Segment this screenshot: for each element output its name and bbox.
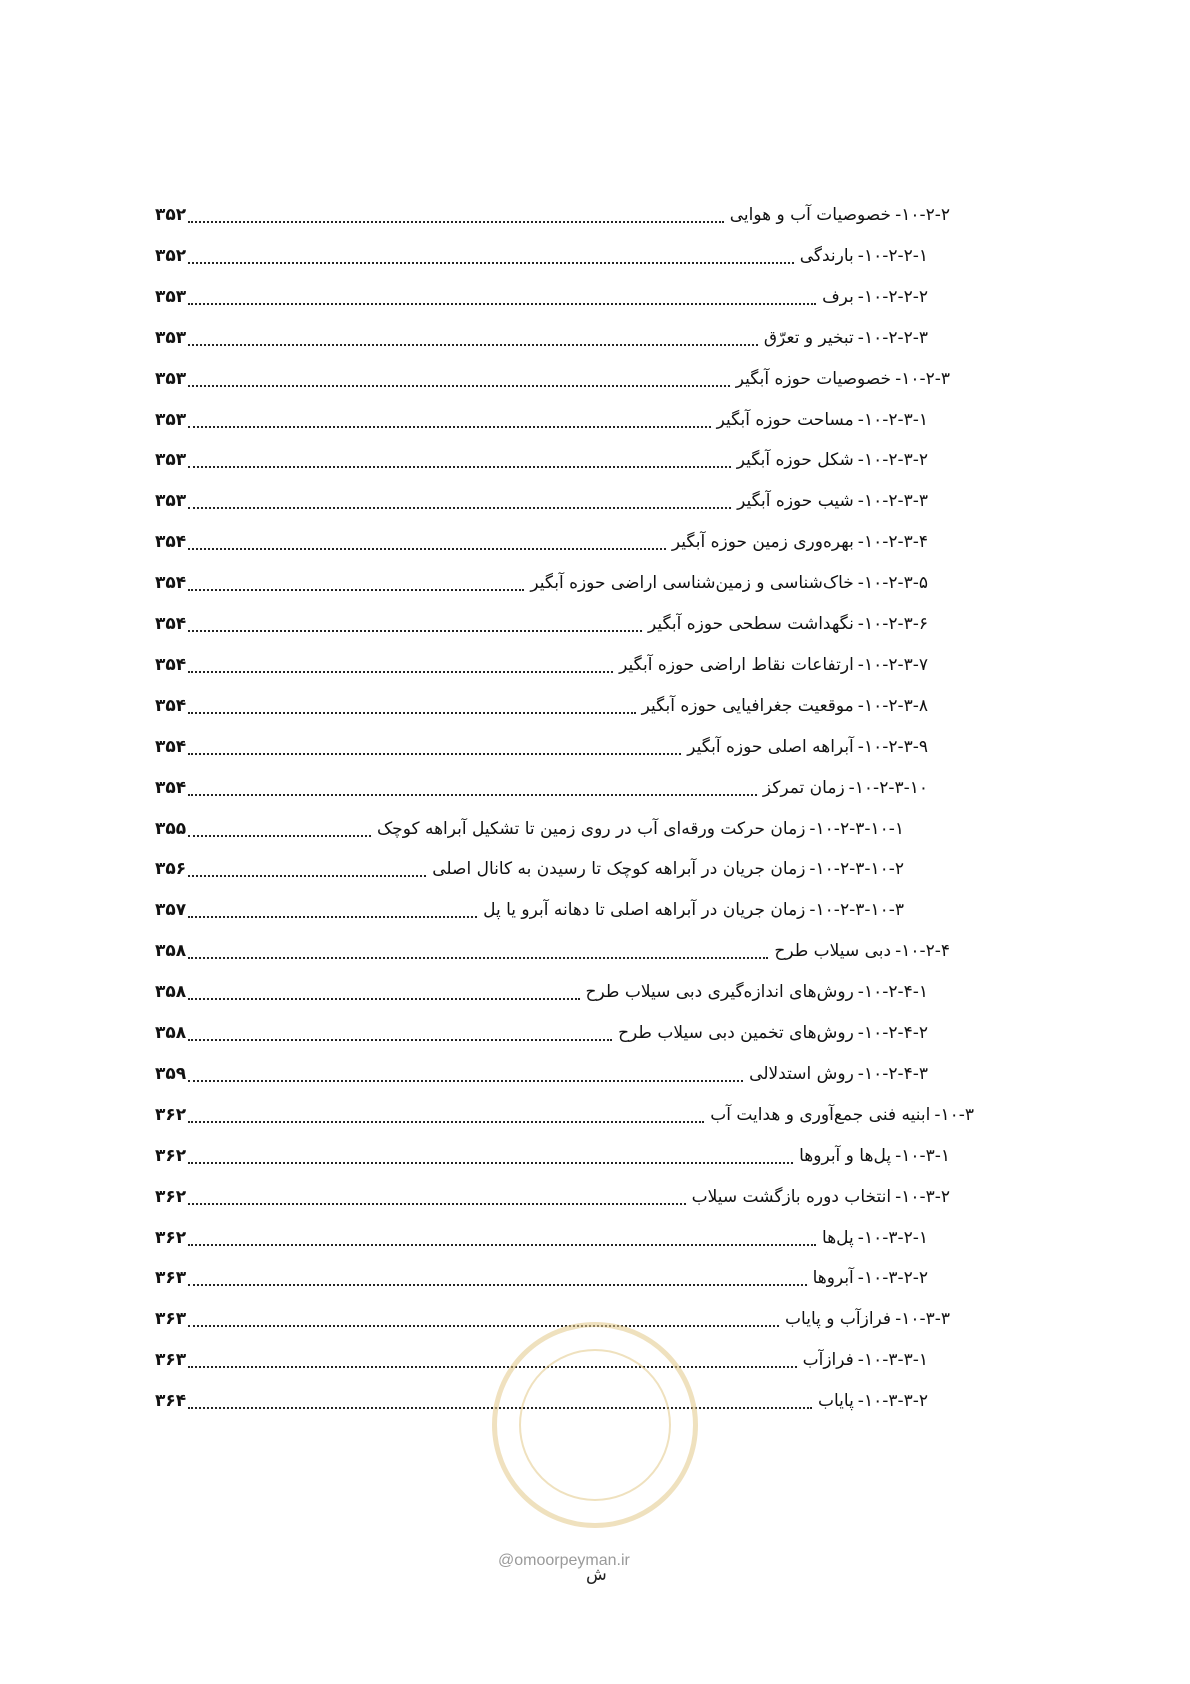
dot-leader [188, 1325, 779, 1327]
toc-entry-number: ۱۰-۲-۳-۶- [857, 614, 928, 634]
toc-entry-page: ۳۶۲ [155, 1227, 187, 1248]
toc-entry[interactable] [155, 241, 928, 271]
dot-leader [188, 303, 816, 305]
toc-entry-page: ۳۵۳ [155, 450, 187, 471]
toc-entry-page: ۳۵۴ [155, 736, 187, 757]
toc-entry-number: ۱۰-۲-۳-۱۰-۳- [809, 900, 904, 921]
toc-entry[interactable] [155, 1018, 928, 1048]
watermark-seal [492, 1322, 698, 1528]
toc-entry-title: بارندگی [799, 245, 854, 266]
dot-leader [188, 262, 794, 264]
toc-entry-title: پایاب [817, 1391, 854, 1412]
toc-entry[interactable] [155, 405, 928, 435]
toc-entry[interactable] [155, 1100, 974, 1130]
dot-leader [188, 916, 477, 918]
toc-entry-page: ۳۵۳ [155, 491, 187, 512]
toc-entry-page: ۳۵۴ [155, 654, 187, 675]
toc-entry-page: ۳۵۸ [155, 982, 187, 1003]
toc-entry[interactable] [155, 773, 928, 803]
toc-entry-page: ۳۶۴ [155, 1391, 187, 1412]
toc-entry-page: ۳۶۲ [155, 1186, 187, 1207]
toc-entry-number: ۱۰-۳-۳-۱- [857, 1350, 928, 1371]
toc-entry[interactable] [155, 814, 904, 844]
dot-leader [188, 507, 731, 509]
toc-entry[interactable] [155, 445, 928, 475]
dot-leader [188, 712, 635, 714]
toc-entry-number: ۱۰-۲-۳-۷- [857, 654, 928, 675]
toc-entry-title: شیب حوزه آبگیر [737, 491, 854, 512]
toc-entry-number: ۱۰-۲-۳-۱۰-۱- [809, 818, 904, 839]
toc-entry[interactable] [155, 527, 928, 557]
dot-leader [188, 1121, 704, 1123]
toc-entry-number: ۱۰-۲-۴- [895, 941, 950, 962]
toc-entry-page: ۳۶۲ [155, 1145, 187, 1166]
toc-entry[interactable] [155, 1263, 928, 1293]
toc-entry-title: مساحت حوزه آبگیر [716, 409, 854, 430]
toc-entry-page: ۳۵۶ [155, 859, 187, 880]
toc-entry-title: خاک‌شناسی و زمین‌شناسی اراضی حوزه آبگیر [530, 573, 854, 594]
toc-entry-page: ۳۵۸ [155, 1023, 187, 1043]
toc-entry-title: دبی سیلاب طرح [774, 941, 892, 962]
toc-entry-number: ۱۰-۲-۳-۴- [857, 532, 928, 553]
toc-entry-number: ۱۰-۲-۳-۹- [857, 736, 928, 757]
toc-entry-page: ۳۵۳ [155, 368, 187, 389]
toc-entry-title: زمان جریان در آبراهه اصلی تا دهانه آبرو یا پل [483, 900, 806, 921]
toc-entry-number: ۱۰-۲-۳-۵- [857, 573, 928, 594]
toc-entry-number: ۱۰-۳-۱- [895, 1145, 950, 1166]
toc-entry-page: ۳۵۳ [155, 327, 187, 348]
toc-entry-title: فرازآب و پایاب [785, 1309, 892, 1330]
toc-entry-title: خصوصیات آب و هوایی [729, 205, 892, 225]
dot-leader [188, 589, 524, 591]
toc-entry-page: ۳۵۹ [155, 1063, 187, 1084]
toc-entry[interactable] [155, 1059, 928, 1089]
toc-entry-title: پل‌ها و آبروها [799, 1145, 892, 1166]
toc-entry[interactable] [155, 1223, 928, 1253]
toc-entry-number: ۱۰-۲-۳-۲- [857, 450, 928, 471]
toc-entry-page: ۳۵۲ [155, 205, 187, 225]
toc-entry-number: ۱۰-۲-۳-۳- [857, 491, 928, 512]
toc-entry-number: ۱۰-۲-۲-۳- [857, 327, 928, 348]
toc-entry-number: ۱۰-۳-۳-۲- [857, 1391, 928, 1412]
toc-entry[interactable] [155, 568, 928, 598]
toc-entry-page: ۳۵۴ [155, 573, 187, 594]
dot-leader [188, 426, 710, 428]
dot-leader [188, 998, 579, 1000]
toc-entry[interactable] [155, 977, 928, 1007]
toc-entry[interactable] [155, 323, 928, 353]
toc-entry[interactable] [155, 282, 928, 312]
dot-leader [188, 671, 613, 673]
toc-entry-title: روش استدلالی [749, 1063, 854, 1084]
toc-entry-number: ۱۰-۲-۴-۳- [857, 1063, 928, 1084]
toc-entry-title: روش‌های تخمین دبی سیلاب طرح [618, 1023, 854, 1043]
toc-entry-title: برف [822, 286, 854, 307]
toc-entry[interactable] [155, 364, 950, 394]
dot-leader [188, 1080, 743, 1082]
dot-leader [188, 753, 681, 755]
dot-leader [188, 1203, 685, 1205]
dot-leader [188, 548, 666, 550]
toc-entry-title: فرازآب [802, 1350, 854, 1371]
dot-leader [188, 630, 642, 632]
toc-entry-title: انتخاب دوره بازگشت سیلاب [691, 1186, 892, 1207]
toc-entry-number: ۱۰-۳-۲-۲- [857, 1268, 928, 1289]
toc-entry[interactable] [155, 691, 928, 721]
dot-leader [188, 957, 768, 959]
toc-entry[interactable] [155, 1141, 950, 1171]
toc-entry-title: تبخیر و تعرّق [763, 327, 854, 348]
toc-entry[interactable] [155, 1182, 950, 1212]
dot-leader [188, 221, 724, 223]
dot-leader [188, 1366, 796, 1368]
toc-entry[interactable] [155, 936, 950, 966]
toc-entry[interactable] [155, 895, 904, 925]
toc-entry[interactable] [155, 200, 950, 230]
toc-entry-title: آبراهه اصلی حوزه آبگیر [687, 736, 854, 757]
toc-entry[interactable] [155, 732, 928, 762]
toc-entry-page: ۳۵۲ [155, 245, 187, 266]
toc-entry-number: ۱۰-۲-۴-۱- [857, 982, 928, 1003]
toc-entry-title: پل‌ها [822, 1227, 854, 1248]
toc-entry-page: ۳۵۳ [155, 409, 187, 430]
toc-entry-number: ۱۰-۳- [934, 1104, 974, 1125]
toc-entry-title: زمان جریان در آبراهه کوچک تا رسیدن به کانال اصلی [432, 859, 806, 880]
toc-entry-page: ۳۵۷ [155, 900, 187, 921]
toc-entry-number: ۱۰-۲-۲- [895, 205, 950, 225]
toc-entry-title: خصوصیات حوزه آبگیر [735, 368, 892, 389]
toc-entry[interactable] [155, 854, 904, 884]
toc-entry-number: ۱۰-۳-۲-۱- [857, 1227, 928, 1248]
toc-entry-page: ۳۵۸ [155, 941, 187, 962]
page-folio: ش [586, 1565, 607, 1585]
toc-entry-page: ۳۵۴ [155, 695, 187, 716]
toc-entry-title: موقعیت جغرافیایی حوزه آبگیر [641, 695, 854, 716]
toc-entry-number: ۱۰-۳-۲- [895, 1186, 950, 1207]
toc-entry-page: ۳۵۴ [155, 777, 187, 798]
toc-entry-number: ۱۰-۲-۳- [895, 368, 950, 389]
dot-leader [188, 835, 371, 837]
toc-entry-page: ۳۶۳ [155, 1268, 187, 1289]
dot-leader [188, 466, 731, 468]
toc-entry-number: ۱۰-۳-۳- [895, 1309, 950, 1330]
toc-entry-page: ۳۶۲ [155, 1104, 187, 1125]
dot-leader [188, 875, 426, 877]
dot-leader [188, 1244, 816, 1246]
toc-entry-title: زمان تمرکز [762, 777, 845, 798]
toc-entry-title: بهره‌وری زمین حوزه آبگیر [671, 532, 854, 553]
toc-entry-number: ۱۰-۲-۲-۱- [857, 245, 928, 266]
toc-entry-number: ۱۰-۲-۳-۱۰- [848, 777, 928, 798]
toc-entry[interactable] [155, 609, 928, 639]
watermark-url: @omoorpeyman.ir [498, 1552, 630, 1569]
dot-leader [188, 1162, 793, 1164]
toc-entry[interactable] [155, 486, 928, 516]
toc-entry-page: ۳۶۳ [155, 1309, 187, 1330]
toc-entry-number: ۱۰-۲-۳-۱- [857, 409, 928, 430]
toc-entry-title: ارتفاعات نقاط اراضی حوزه آبگیر [619, 654, 854, 675]
dot-leader [188, 1284, 806, 1286]
toc-entry-number: ۱۰-۲-۴-۲- [857, 1023, 928, 1043]
toc-entry-title: روش‌های اندازه‌گیری دبی سیلاب طرح [585, 982, 854, 1003]
toc-entry-number: ۱۰-۲-۳-۸- [857, 695, 928, 716]
toc-entry[interactable] [155, 650, 928, 680]
toc-entry-number: ۱۰-۲-۲-۲- [857, 286, 928, 307]
toc-entry-page: ۳۶۳ [155, 1350, 187, 1371]
toc-entry-title: نگهداشت سطحی حوزه آبگیر [647, 614, 854, 634]
dot-leader [188, 385, 730, 387]
dot-leader [188, 344, 758, 346]
toc-entry-page: ۳۵۳ [155, 286, 187, 307]
toc-entry-title: شکل حوزه آبگیر [736, 450, 854, 471]
toc-entry-page: ۳۵۴ [155, 532, 187, 553]
toc-entry-page: ۳۵۴ [155, 614, 187, 634]
dot-leader [188, 794, 757, 796]
toc-entry-title: آبروها [812, 1268, 854, 1289]
toc-entry-number: ۱۰-۲-۳-۱۰-۲- [809, 859, 904, 880]
toc-entry-title: زمان حرکت ورقه‌ای آب در روی زمین تا تشکیل آبراهه کوچک [376, 818, 806, 839]
toc-entry-page: ۳۵۵ [155, 818, 187, 839]
toc-entry-title: ابنیه فنی جمع‌آوری و هدایت آب [710, 1104, 931, 1125]
dot-leader [188, 1039, 612, 1041]
